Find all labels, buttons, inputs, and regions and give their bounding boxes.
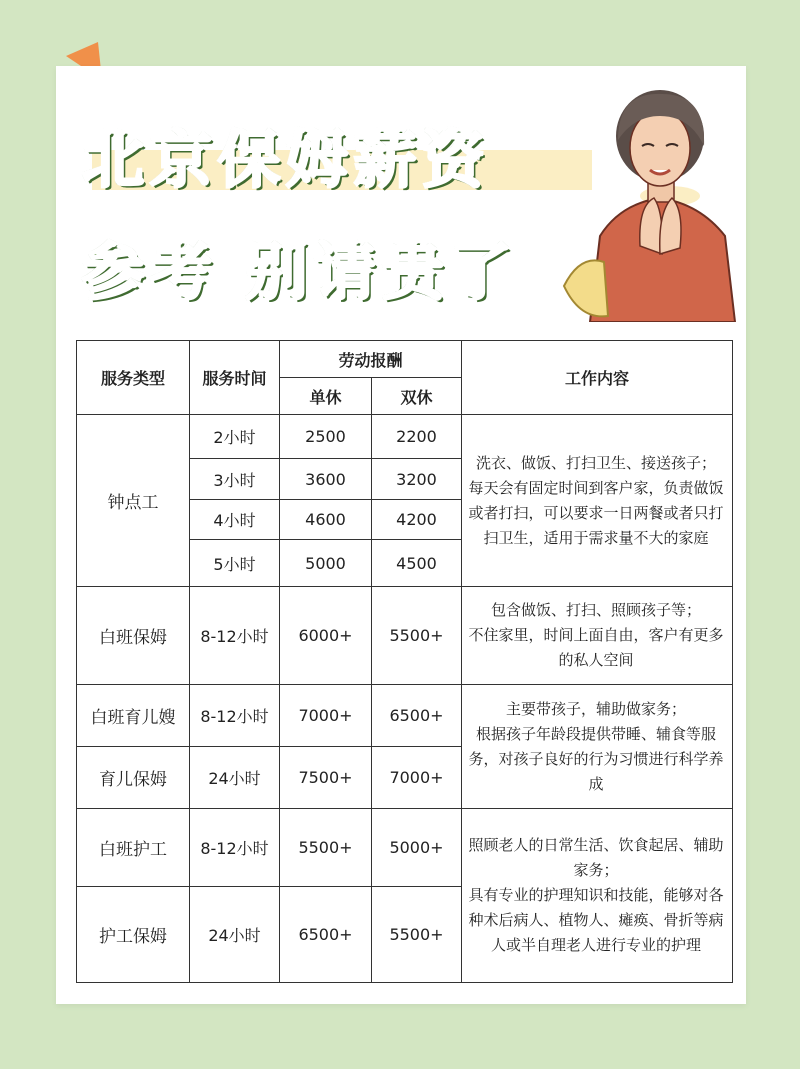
service-time-cell: 2小时 — [190, 415, 280, 459]
double-rest-cell: 5500+ — [372, 887, 462, 983]
header-single-rest: 单休 — [280, 378, 372, 415]
single-rest-cell: 6000+ — [280, 587, 372, 685]
single-rest-cell: 5500+ — [280, 809, 372, 887]
salary-table — [76, 340, 733, 983]
service-time-cell: 24小时 — [190, 747, 280, 809]
service-time-cell: 5小时 — [190, 540, 280, 587]
service-time-cell: 3小时 — [190, 459, 280, 500]
double-rest-cell: 6500+ — [372, 685, 462, 747]
single-rest-cell: 5000 — [280, 540, 372, 587]
service-time-cell: 24小时 — [190, 887, 280, 983]
title-line-2: 参考 别请贵了 — [82, 235, 518, 308]
service-type-cell: 白班保姆 — [77, 587, 190, 685]
table-row — [77, 587, 733, 685]
content-cell: 照顾老人的日常生活、饮食起居、辅助家务； 具有专业的护理知识和技能，能够对各种术后病人、植物人、瘫痪、骨折等病人或半自理老人进行专业的护理 — [462, 809, 733, 983]
header-double-rest: 双休 — [372, 378, 462, 415]
header-content: 工作内容 — [462, 341, 733, 415]
header-service-type: 服务类型 — [77, 341, 190, 415]
woman-illustration — [560, 86, 750, 322]
double-rest-cell: 4200 — [372, 500, 462, 540]
content-cell: 包含做饭、打扫、照顾孩子等； 不住家里，时间上面自由，客户有更多的私人空间 — [462, 587, 733, 685]
double-rest-cell: 2200 — [372, 415, 462, 459]
single-rest-cell: 6500+ — [280, 887, 372, 983]
double-rest-cell: 3200 — [372, 459, 462, 500]
double-rest-cell: 5000+ — [372, 809, 462, 887]
header-pay: 劳动报酬 — [280, 341, 462, 378]
single-rest-cell: 3600 — [280, 459, 372, 500]
table-row — [77, 685, 733, 747]
service-type-cell: 护工保姆 — [77, 887, 190, 983]
service-time-cell: 8-12小时 — [190, 809, 280, 887]
service-time-cell: 8-12小时 — [190, 685, 280, 747]
single-rest-cell: 7500+ — [280, 747, 372, 809]
double-rest-cell: 7000+ — [372, 747, 462, 809]
table-row — [77, 809, 733, 887]
table-row — [77, 415, 733, 459]
service-time-cell: 4小时 — [190, 500, 280, 540]
content-cell: 主要带孩子，辅助做家务； 根据孩子年龄段提供带睡、辅食等服务，对孩子良好的行为习惯进行科学养成 — [462, 685, 733, 809]
service-type-cell: 白班育儿嫂 — [77, 685, 190, 747]
double-rest-cell: 5500+ — [372, 587, 462, 685]
service-type-cell: 白班护工 — [77, 809, 190, 887]
single-rest-cell: 7000+ — [280, 685, 372, 747]
service-type-cell: 育儿保姆 — [77, 747, 190, 809]
single-rest-cell: 2500 — [280, 415, 372, 459]
service-time-cell: 8-12小时 — [190, 587, 280, 685]
single-rest-cell: 4600 — [280, 500, 372, 540]
header-service-time: 服务时间 — [190, 341, 280, 415]
content-cell: 洗衣、做饭、打扫卫生、接送孩子； 每天会有固定时间到客户家，负责做饭或者打扫，可以要求一日两餐或者只打扫卫生，适用于需求量不大的家庭 — [462, 415, 733, 587]
title-line-1: 北京保姆薪资 — [82, 123, 491, 196]
service-type-cell: 钟点工 — [77, 415, 190, 587]
double-rest-cell: 4500 — [372, 540, 462, 587]
